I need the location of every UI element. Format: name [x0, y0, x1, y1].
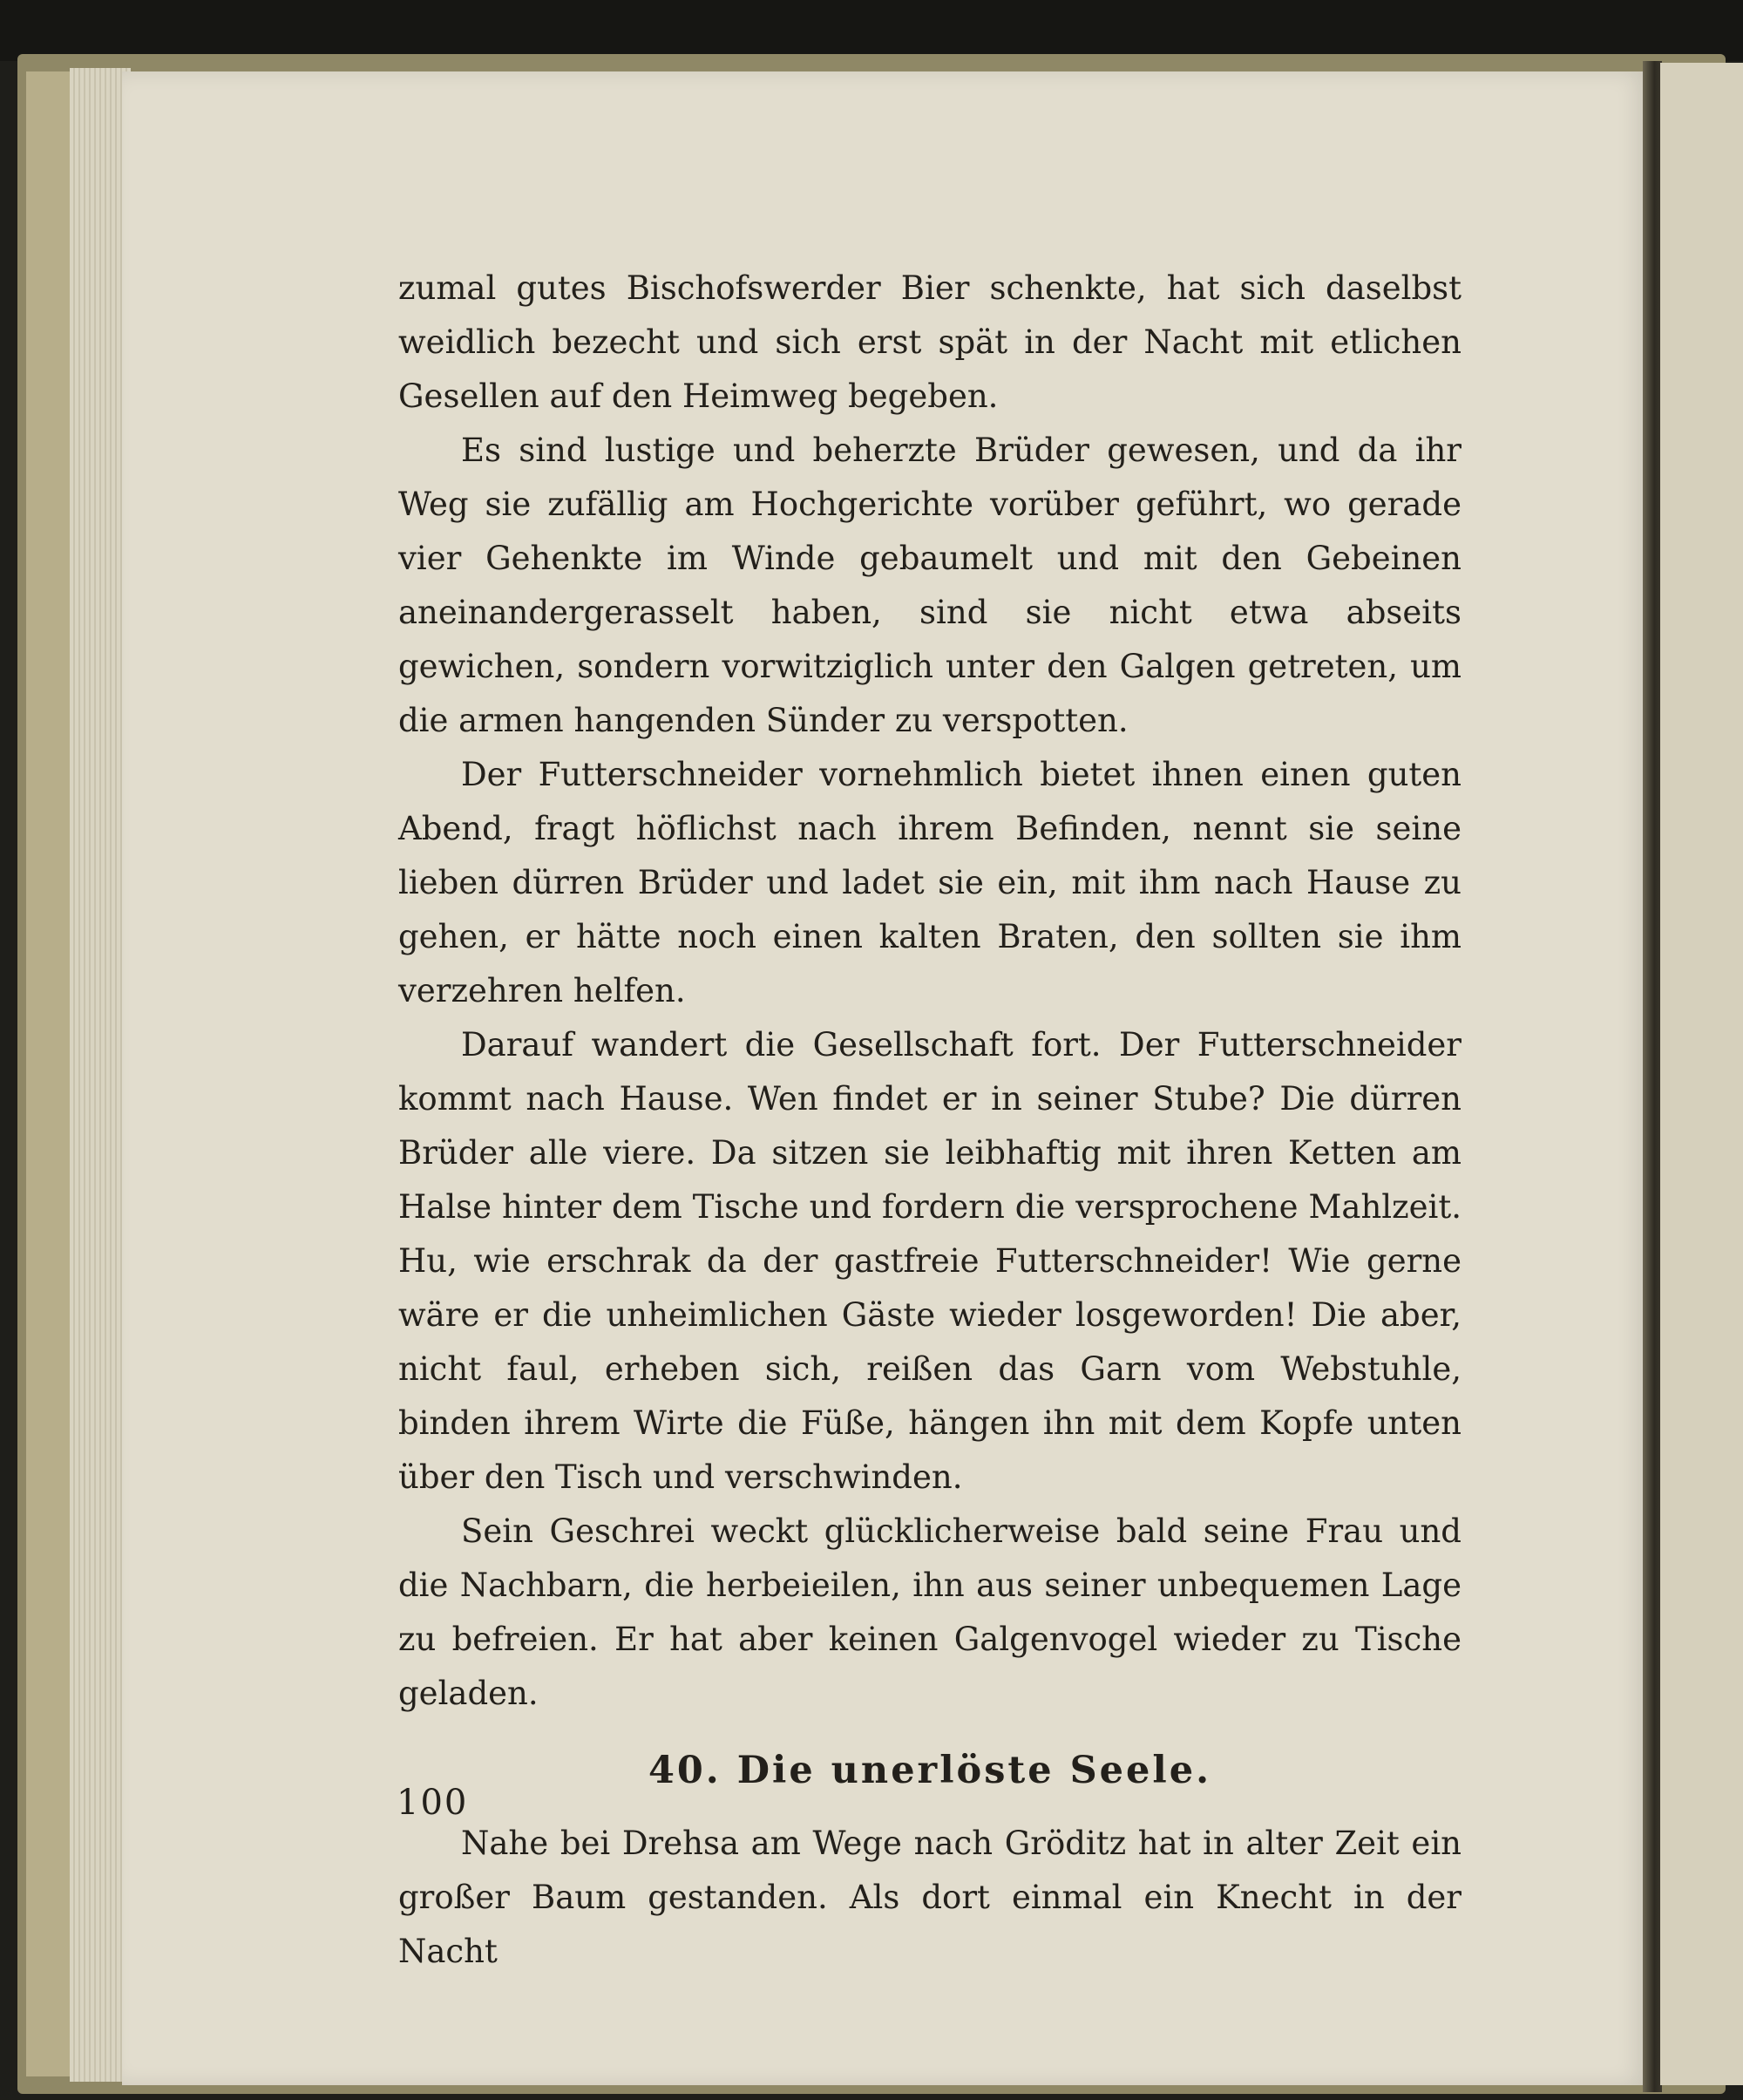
page-text-block [398, 262, 1462, 1979]
paragraph-5: Sein Geschrei weckt glücklicherweise bald seine Frau und die Nachbarn, die herbeieilen, ihn aus seiner unbequemen Lage zu befreien. Er hat aber keinen Galgenvogel wieder zu Tische geladen. [398, 1512, 1462, 1712]
section-heading: 40. Die unerlöste Seele. [648, 1749, 1212, 1792]
facing-page-edge [1660, 63, 1743, 2085]
paragraph-3: Der Futterschneider vornehmlich bietet ihnen einen guten Abend, fragt höflichst nach ihrem Befinden, nennt sie seine lieben dürren Brüder und ladet sie ein, mit ihm nach Hause zu gehen, er hätte noch einen kalten Braten, den sollten sie ihm verzehren helfen. [398, 756, 1462, 1009]
scan-background [0, 0, 1743, 61]
paragraph-2: Es sind lustige und beherzte Brüder gewesen, und da ihr Weg sie zufällig am Hochgerichte vorüber geführt, wo gerade vier Gehenkte im Winde gebaumelt und mit den Gebeinen aneinandergerasselt haben, sind sie nicht etwa abseits gewichen, sondern vorwitziglich unter den Galgen getreten, um die armen hangenden Sünder zu verspotten. [398, 432, 1462, 739]
section-paragraph: Nahe bei Drehsa am Wege nach Gröditz hat in alter Zeit ein großer Baum gestanden. Als dort einmal ein Knecht in der Nacht [398, 1825, 1462, 1970]
page-number: 100 [397, 1783, 469, 1823]
paragraph-1: zumal gutes Bischofswerder Bier schenkte, hat sich daselbst weidlich bezecht und sich erst spät in der Nacht mit etlichen Gesellen auf den Heimweg begeben. [398, 269, 1462, 415]
book-gutter [1643, 61, 1662, 2092]
paragraph-4: Darauf wandert die Gesellschaft fort. Der Futterschneider kommt nach Hause. Wen findet er in seiner Stube? Die dürren Brüder alle viere. Da sitzen sie leibhaftig mit ihren Ketten am Halse hinter dem Tische und fordern die versprochene Mahlzeit. Hu, wie erschrak da der gastfreie Futterschneider! Wie gerne wäre er die unheimlichen Gäste wieder losgeworden! Die aber, nicht faul, erheben sich, reißen das Garn vom Webstuhle, binden ihrem Wirte die Füße, hängen ihn mit dem Kopfe unten über den Tisch und verschwinden. [398, 1026, 1462, 1496]
